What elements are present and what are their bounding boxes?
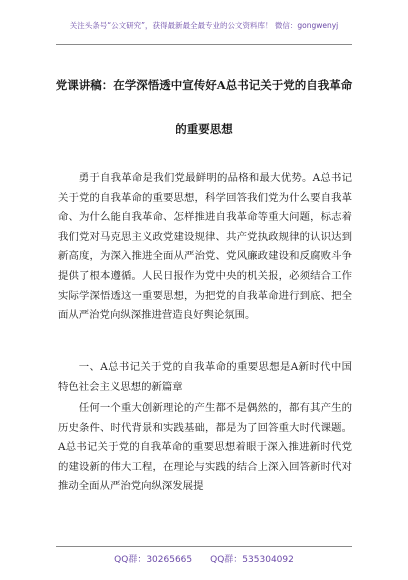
footer-divider: [56, 546, 352, 547]
body-paragraph: 勇于自我革命是我们党最鲜明的品格和最大优势。A总书记关于党的自我革命的重要思想，科学回答我们党为什么要自我革命、为什么能自我革命、怎样推进自我革命等重大问题，标志着我们党对马克思主义政党建设规律、共产党执政规律的认识达到新高度，为深入推进全面从严治党、党风廉政建设和反腐败斗争提供了根本遵循。人民日报作为党中央的机关报，必须结合工作实际学深悟透这一重要思想，为把党的自我革命进行到底、把全面从严治党向纵深推进营造良好舆论氛围。: [58, 172, 352, 322]
section-heading-paragraph: 一、A总书记关于党的自我革命的重要思想是A新时代中国特色社会主义思想的新篇章: [58, 361, 352, 393]
document-title-line-1: 党课讲稿：在学深悟透中宣传好A总书记关于党的自我革命: [55, 78, 353, 92]
header-note: 关注头条号“公文研究”，获得最新最全最专业的公文资料库！ 微信：gongwenyj: [69, 21, 339, 30]
header-divider: [56, 44, 352, 45]
body-paragraph: 任何一个重大创新理论的产生都不是偶然的，都有其产生的历史条件、时代背景和实践基础，都是为了回答重大时代课题。A总书记关于党的自我革命的重要思想着眼于深入推进新时代党的建设新的伟大工程，在理论与实践的结合上深入回答新时代对推动全面从严治党向纵深发展提: [58, 402, 352, 493]
document-title-line-2: 的重要思想: [175, 122, 233, 136]
footer-qq-group-2: QQ群：535304092: [210, 555, 294, 565]
footer: [0, 552, 408, 565]
footer-qq-group-1: QQ群：30265665: [114, 555, 193, 565]
